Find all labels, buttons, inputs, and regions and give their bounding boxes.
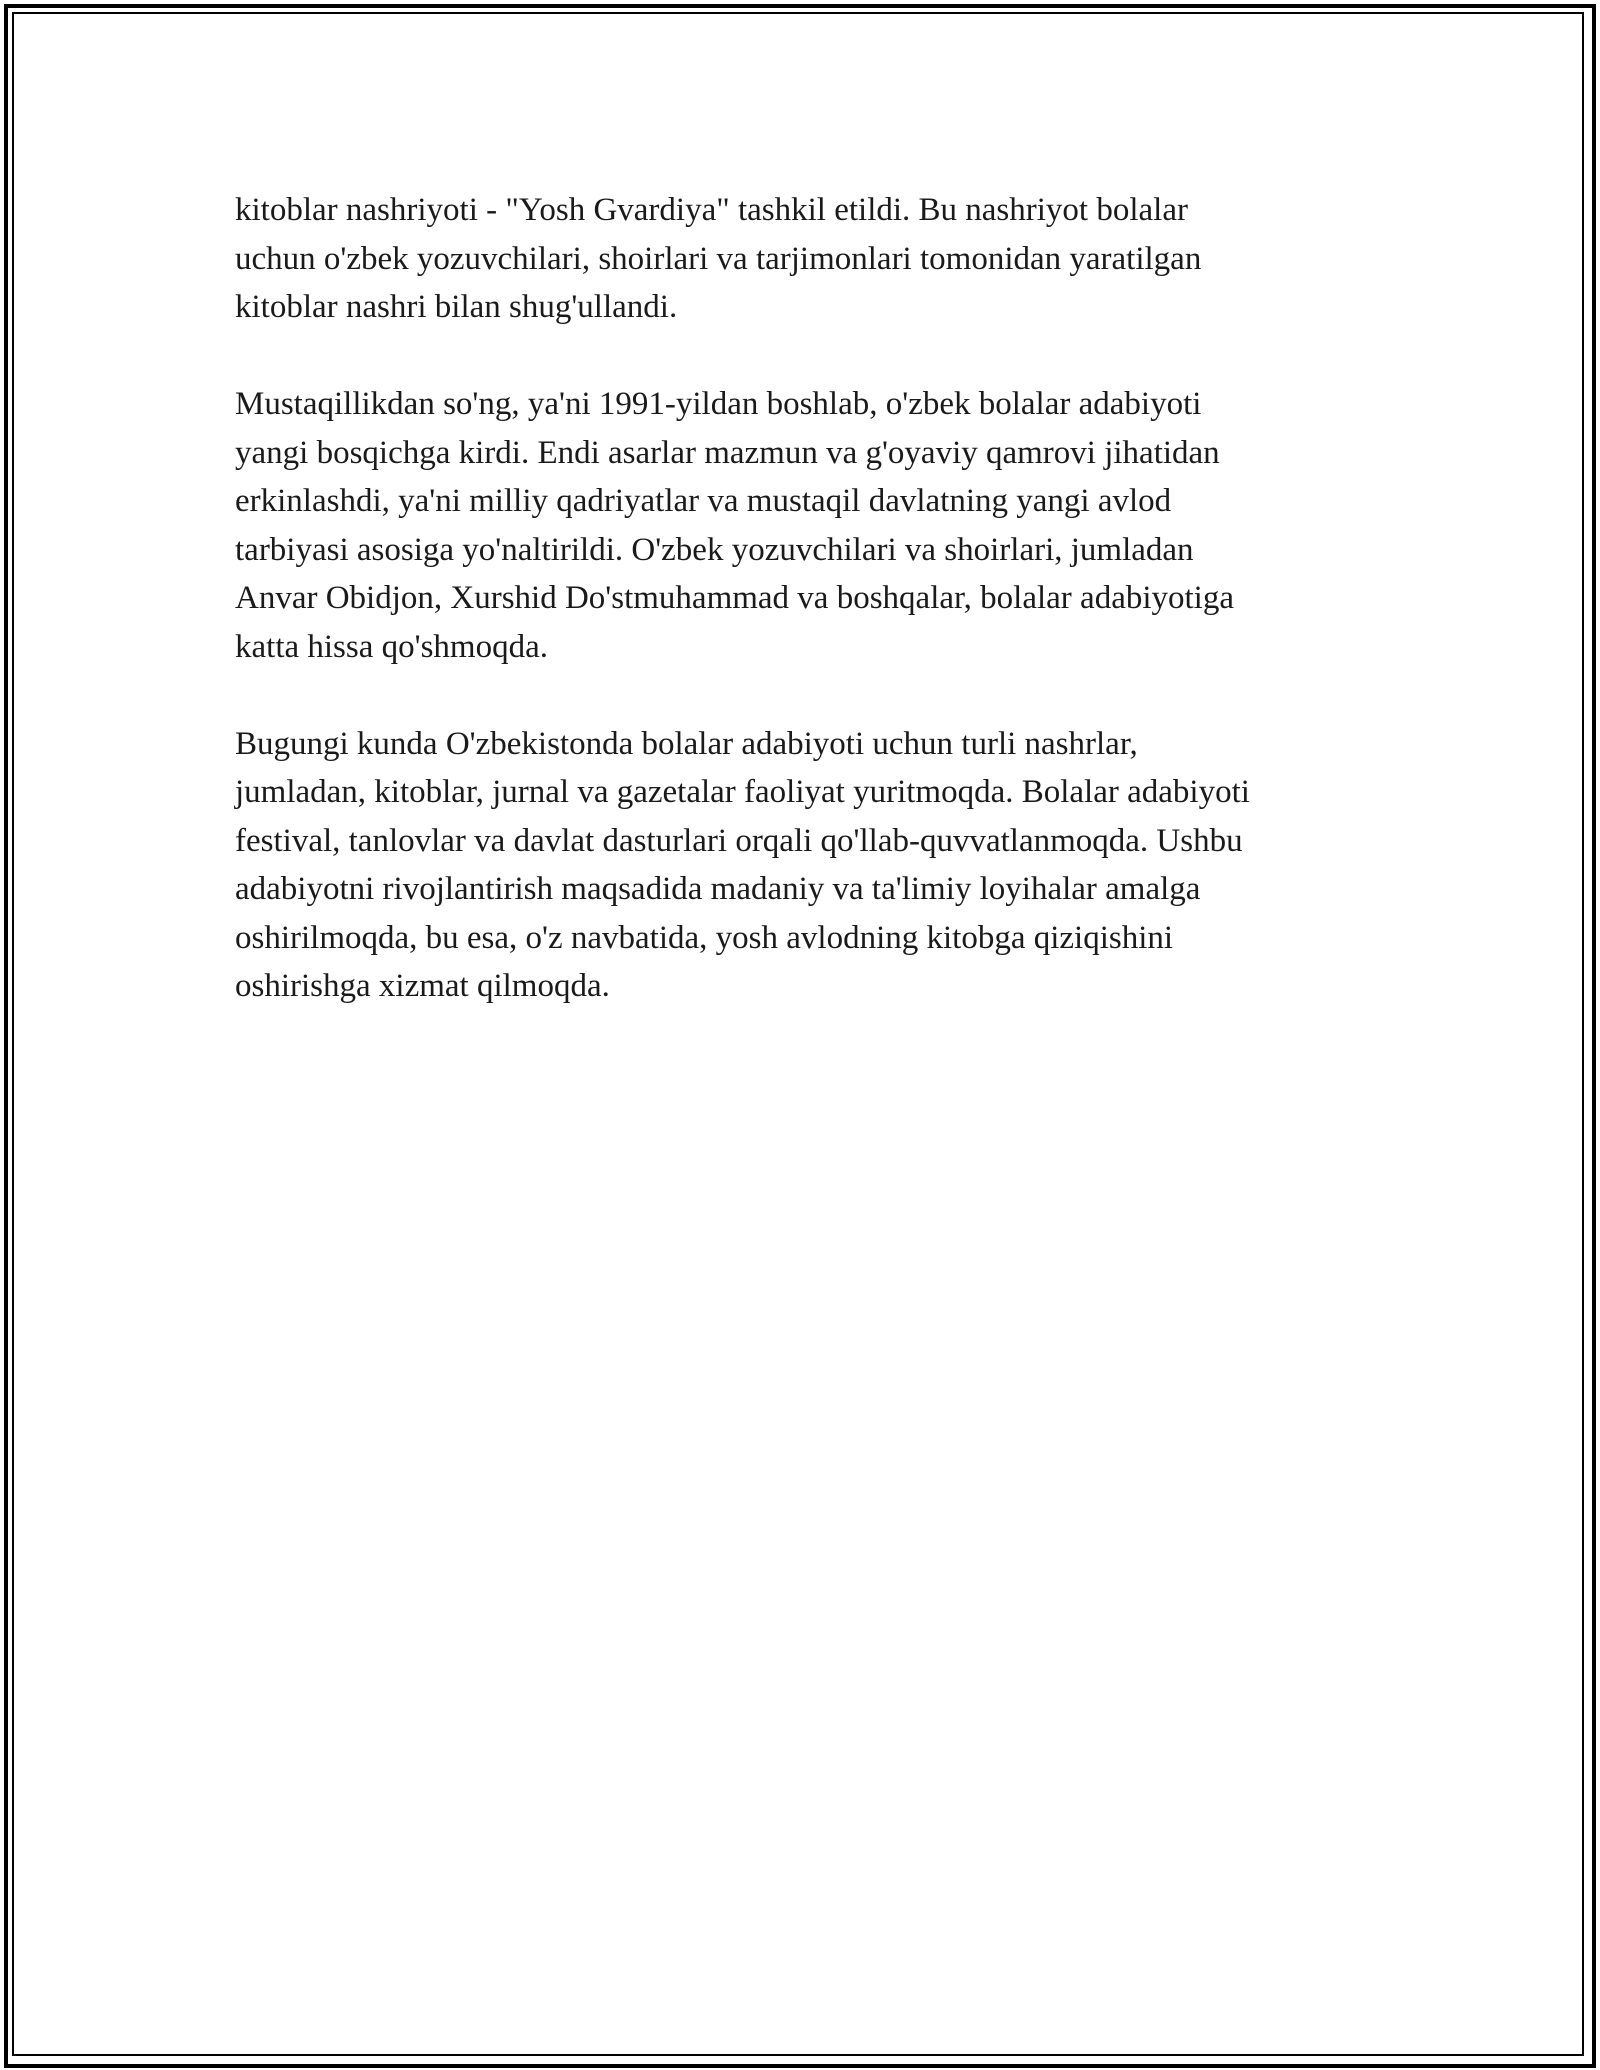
paragraph-yosh-gvardiya: kitoblar nashriyoti - "Yosh Gvardiya" tashkil etildi. Bu nashriyot bolalar uchun o'zbek yozuvchilari, shoirlari va tarjimonlari tomonidan yaratilgan kitoblar nashri bilan shug'ullandi.: [235, 192, 1202, 325]
document-body: [235, 186, 1385, 1059]
paragraph-bugungi-kunda: Bugungi kunda O'zbekistonda bolalar adabiyoti uchun turli nashrlar, jumladan, kitoblar, jurnal va gazetalar faoliyat yuritmoqda. Bolalar adabiyoti festival, tanlovlar va davlat dasturlari orqali qo'llab-quvvatlanmoqda. Ushbu adabiyotni rivojlantirish maqsadida madaniy va ta'limiy loyihalar amalga oshirilmoqda, bu esa, o'z navbatida, yosh avlodning kitobga qiziqishini oshirishga xizmat qilmoqda.: [235, 725, 1250, 1004]
paragraph-mustaqillik: Mustaqillikdan so'ng, ya'ni 1991-yildan boshlab, o'zbek bolalar adabiyoti yangi bosqichga kirdi. Endi asarlar mazmun va g'oyaviy qamrovi jihatidan erkinlashdi, ya'ni milliy qadriyatlar va mustaqil davlatning yangi avlod tarbiyasi asosiga yo'naltirildi. O'zbek yozuvchilari va shoirlari, jumladan Anvar Obidjon, Xurshid Do'stmuhammad va boshqalar, bolalar adabiyotiga katta hissa qo'shmoqda.: [235, 386, 1234, 665]
